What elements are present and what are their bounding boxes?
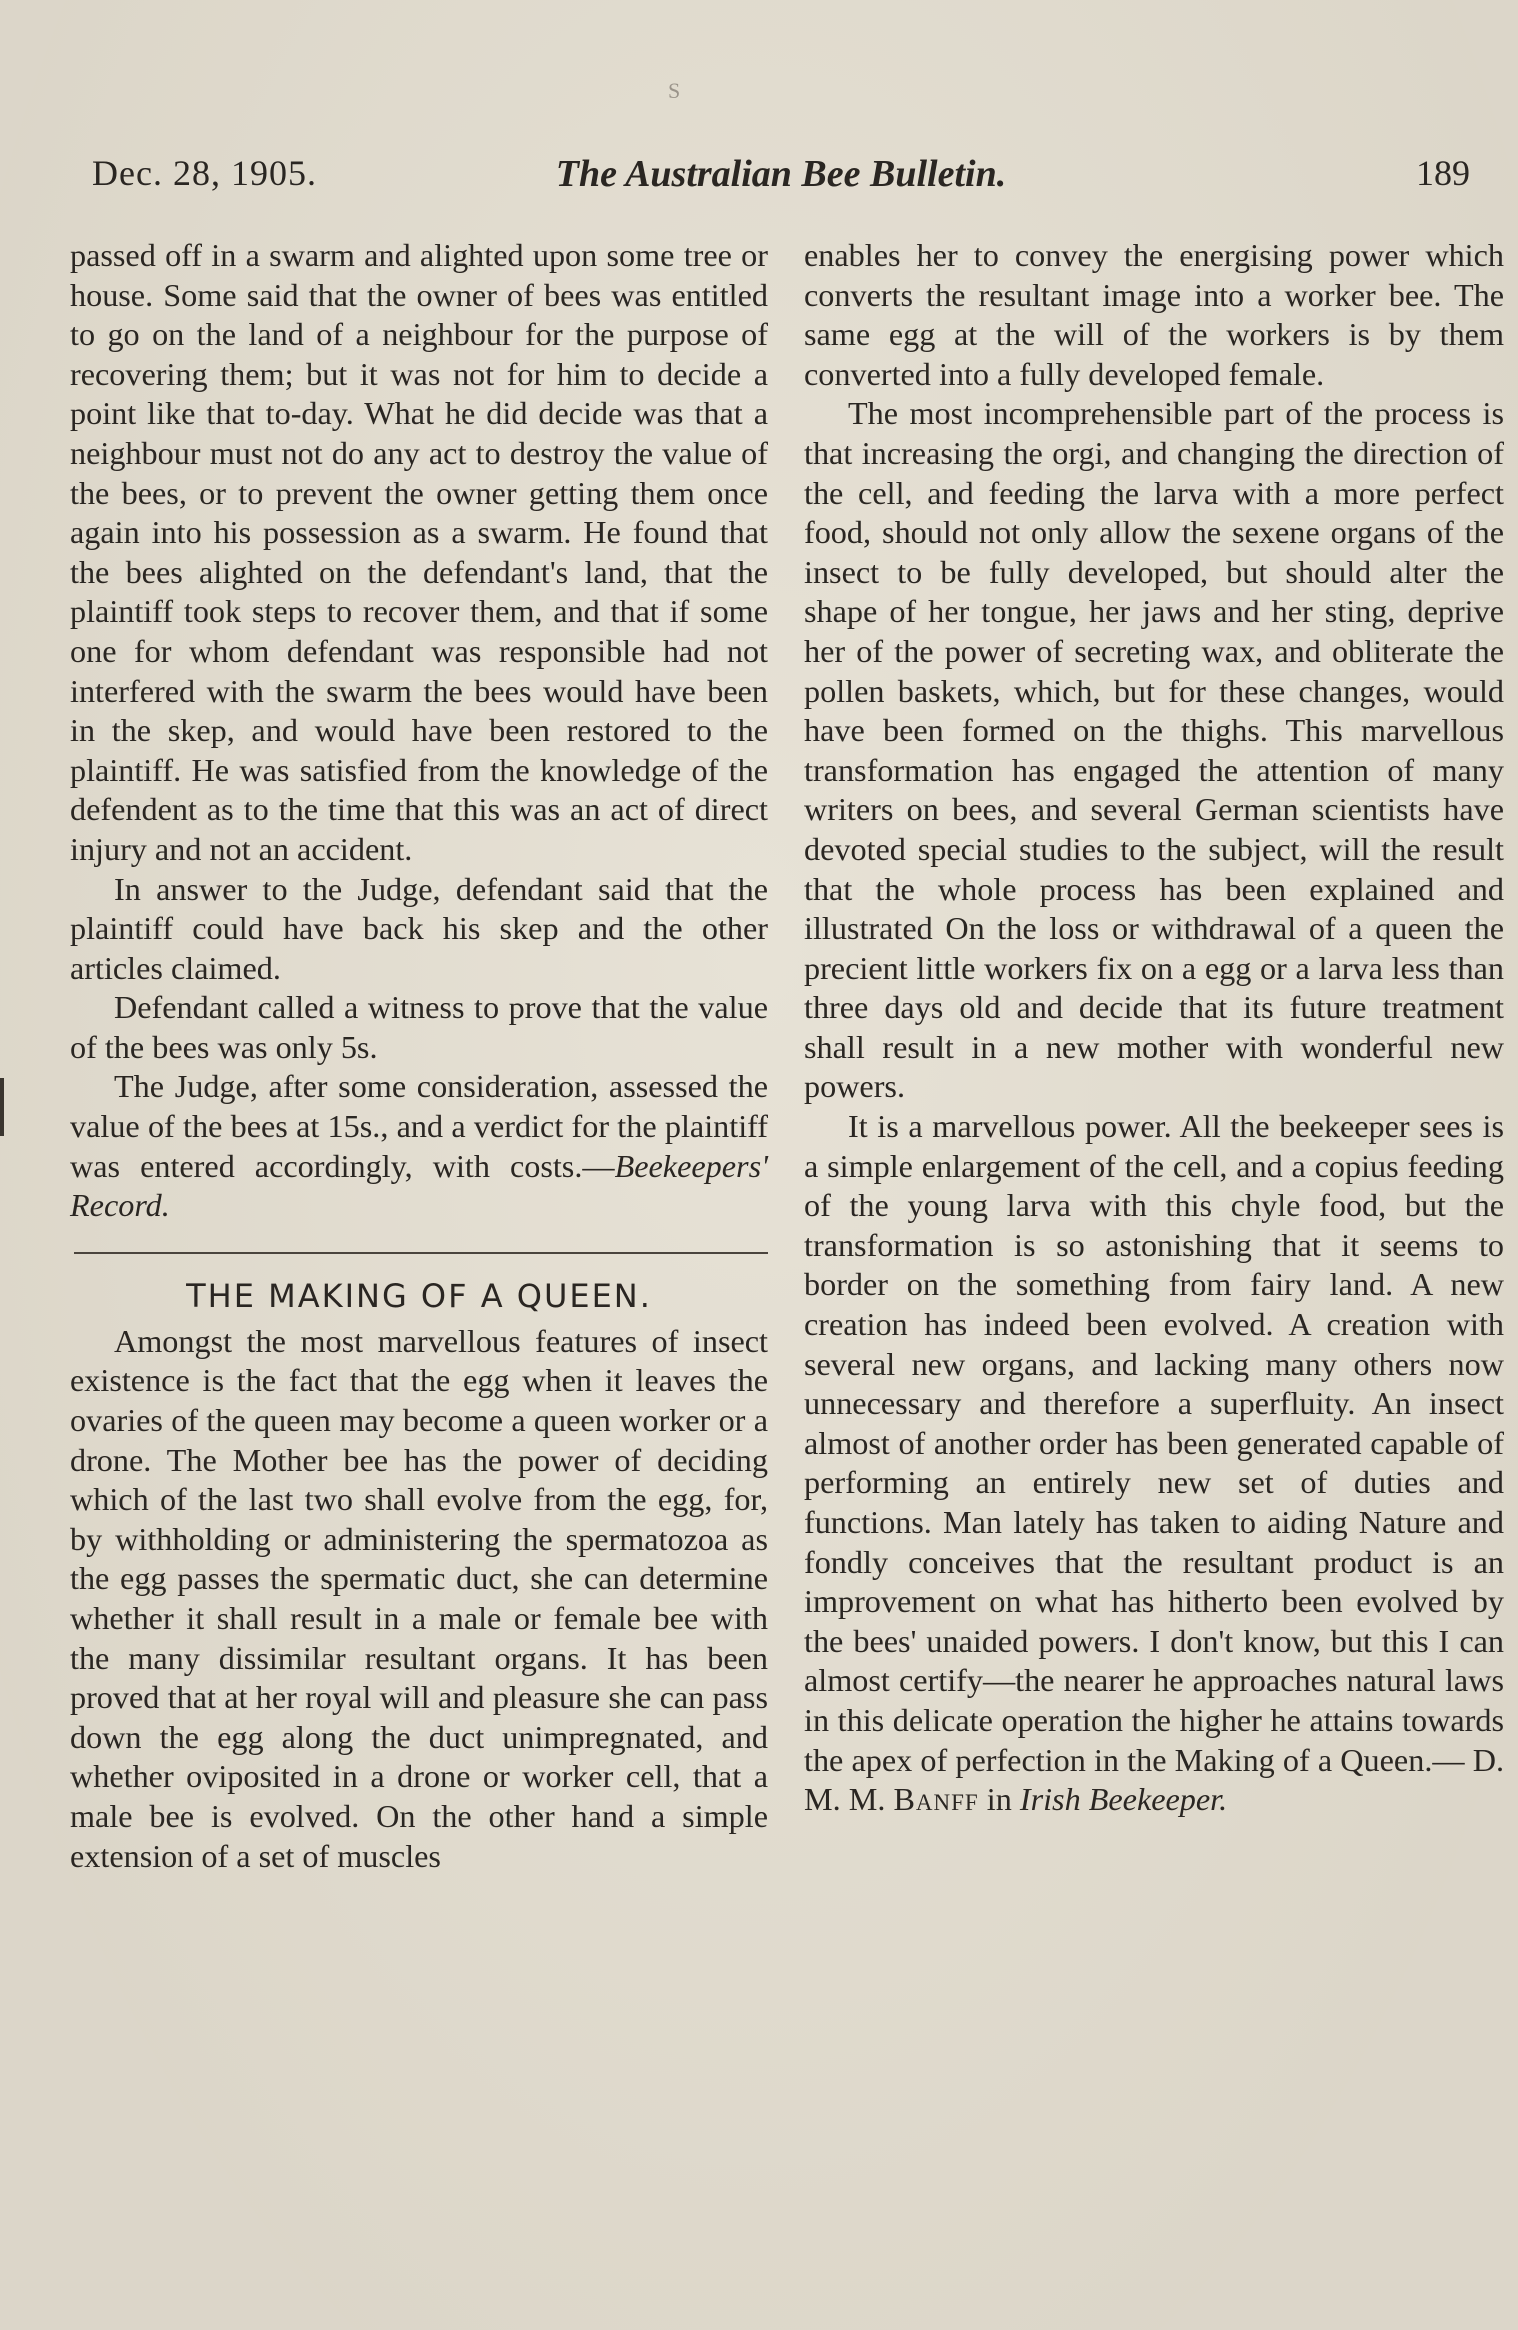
article-paragraph: The most incomprehensible part of the process is that increasing the orgi, and changing the direction of the cell, and feeding the larva with a more perfect food, should not only allow the sexene organs of the insect to be fully developed, but should alter the shape of her tongue, her jaws and her sting, deprive her of the power of secreting wax, and obliterate the pollen baskets, which, but for these changes, would have been formed on the thighs. This marvellous transformation has engaged the attention of many writers on bees, and several German scientists have devoted special studies to the subject, will the result that the whole process has been explained and illustrated On the loss or withdrawal of a queen the precient little workers fix on a egg or a larva less than three days old and decide that its future treatment shall result in a new mother with wonderful new powers.: [804, 395, 1504, 1105]
article-paragraph: passed off in a swarm and alighted upon some tree or house. Some said that the owner of bees was entitled to go on the land of a neighbour for the purpose of recovering them; but it was not for him to decide a point like that to-day. What he did decide was that a neighbour must not do any act to destroy the value of the bees, or to prevent the owner getting them once again into his possession as a swarm. He found that the bees alighted on the defendant's land, that the plaintiff took steps to recover them, and that if some one for whom defendant was responsible had not interfered with the swarm the bees would have been in the skep, and would have been restored to the plaintiff. He was satisfied from the knowledge of the defendent as to the time that this was an act of direct injury and not an accident.: [70, 237, 768, 867]
page-smudge: S: [668, 78, 681, 103]
publication-title: The Australian Bee Bulletin.: [555, 153, 1007, 195]
source-citation: Irish Beekeeper.: [1019, 1781, 1228, 1818]
paragraph-text: It is a marvellous power. All the beekeeper sees is a simple enlargement of the cell, and a copius feeding of the young larva with this chyle food, but the transformation is so astonishing that it seems to border on the something from fairy land. A new creation has indeed been evolved. A creation with several new organs, and lacking many others now unnecessary and therefore a superfluity. An insect almost of another order has been generated capable of performing an entirely new set of duties and functions. Man lately has taken to aiding Nature and fondly conceives that the resultant product is an improvement on what has hitherto been evolved by the bees' unaided powers. I don't know, but this I can almost certify—the nearer he approaches natural laws in this delicate operation the higher he attains towards the apex of perfection in the Making of a Queen.—: [804, 1108, 1504, 1778]
page-header: [92, 152, 1470, 204]
article-paragraph: [70, 1067, 768, 1225]
page-number: 189: [1416, 153, 1470, 193]
article-paragraph: [804, 1107, 1504, 1820]
author-initials: D. M. M.: [804, 1741, 1505, 1818]
section-divider: [74, 1252, 768, 1254]
issue-date: Dec. 28, 1905.: [92, 153, 317, 193]
section-heading: THE MAKING OF A QUEEN.: [186, 1276, 652, 1315]
right-column: [804, 236, 1504, 1820]
article-paragraph: Amongst the most marvellous features of insect existence is the fact that the egg when it leaves the ovaries of the queen may become a queen worker or a drone. The Mother bee has the power of deciding which of the last two shall evolve from the egg, for, by withholding or administering the spermatozoa as the egg passes the spermatic duct, she can determine whether it shall result in a male or female bee with the many dissimilar resultant organs. It has been proved that at her royal will and pleasure she can pass down the egg along the duct unimpregnated, and whether oviposited in a drone or worker cell, that a male bee is evolved. On the other hand a simple extension of a set of muscles: [70, 1322, 768, 1874]
article-paragraph: enables her to convey the energising power which converts the resultant image into a worker bee. The same egg at the will of the workers is by them converted into a fully developed female.: [804, 237, 1504, 392]
source-citation: Beekeepers' Record.: [70, 1147, 768, 1224]
paragraph-text: The Judge, after some consideration, assessed the value of the bees at 15s., and a verdict for the plaintiff was entered accordingly, with costs.—: [70, 1068, 768, 1184]
left-column: [70, 236, 768, 1876]
signature-connector: in: [986, 1781, 1012, 1818]
article-paragraph: In answer to the Judge, defendant said that the plaintiff could have back his skep and the other articles claimed.: [70, 870, 768, 986]
margin-mark: [0, 1078, 4, 1136]
author-name: Banff: [893, 1781, 979, 1818]
article-paragraph: Defendant called a witness to prove that the value of the bees was only 5s.: [70, 989, 768, 1065]
